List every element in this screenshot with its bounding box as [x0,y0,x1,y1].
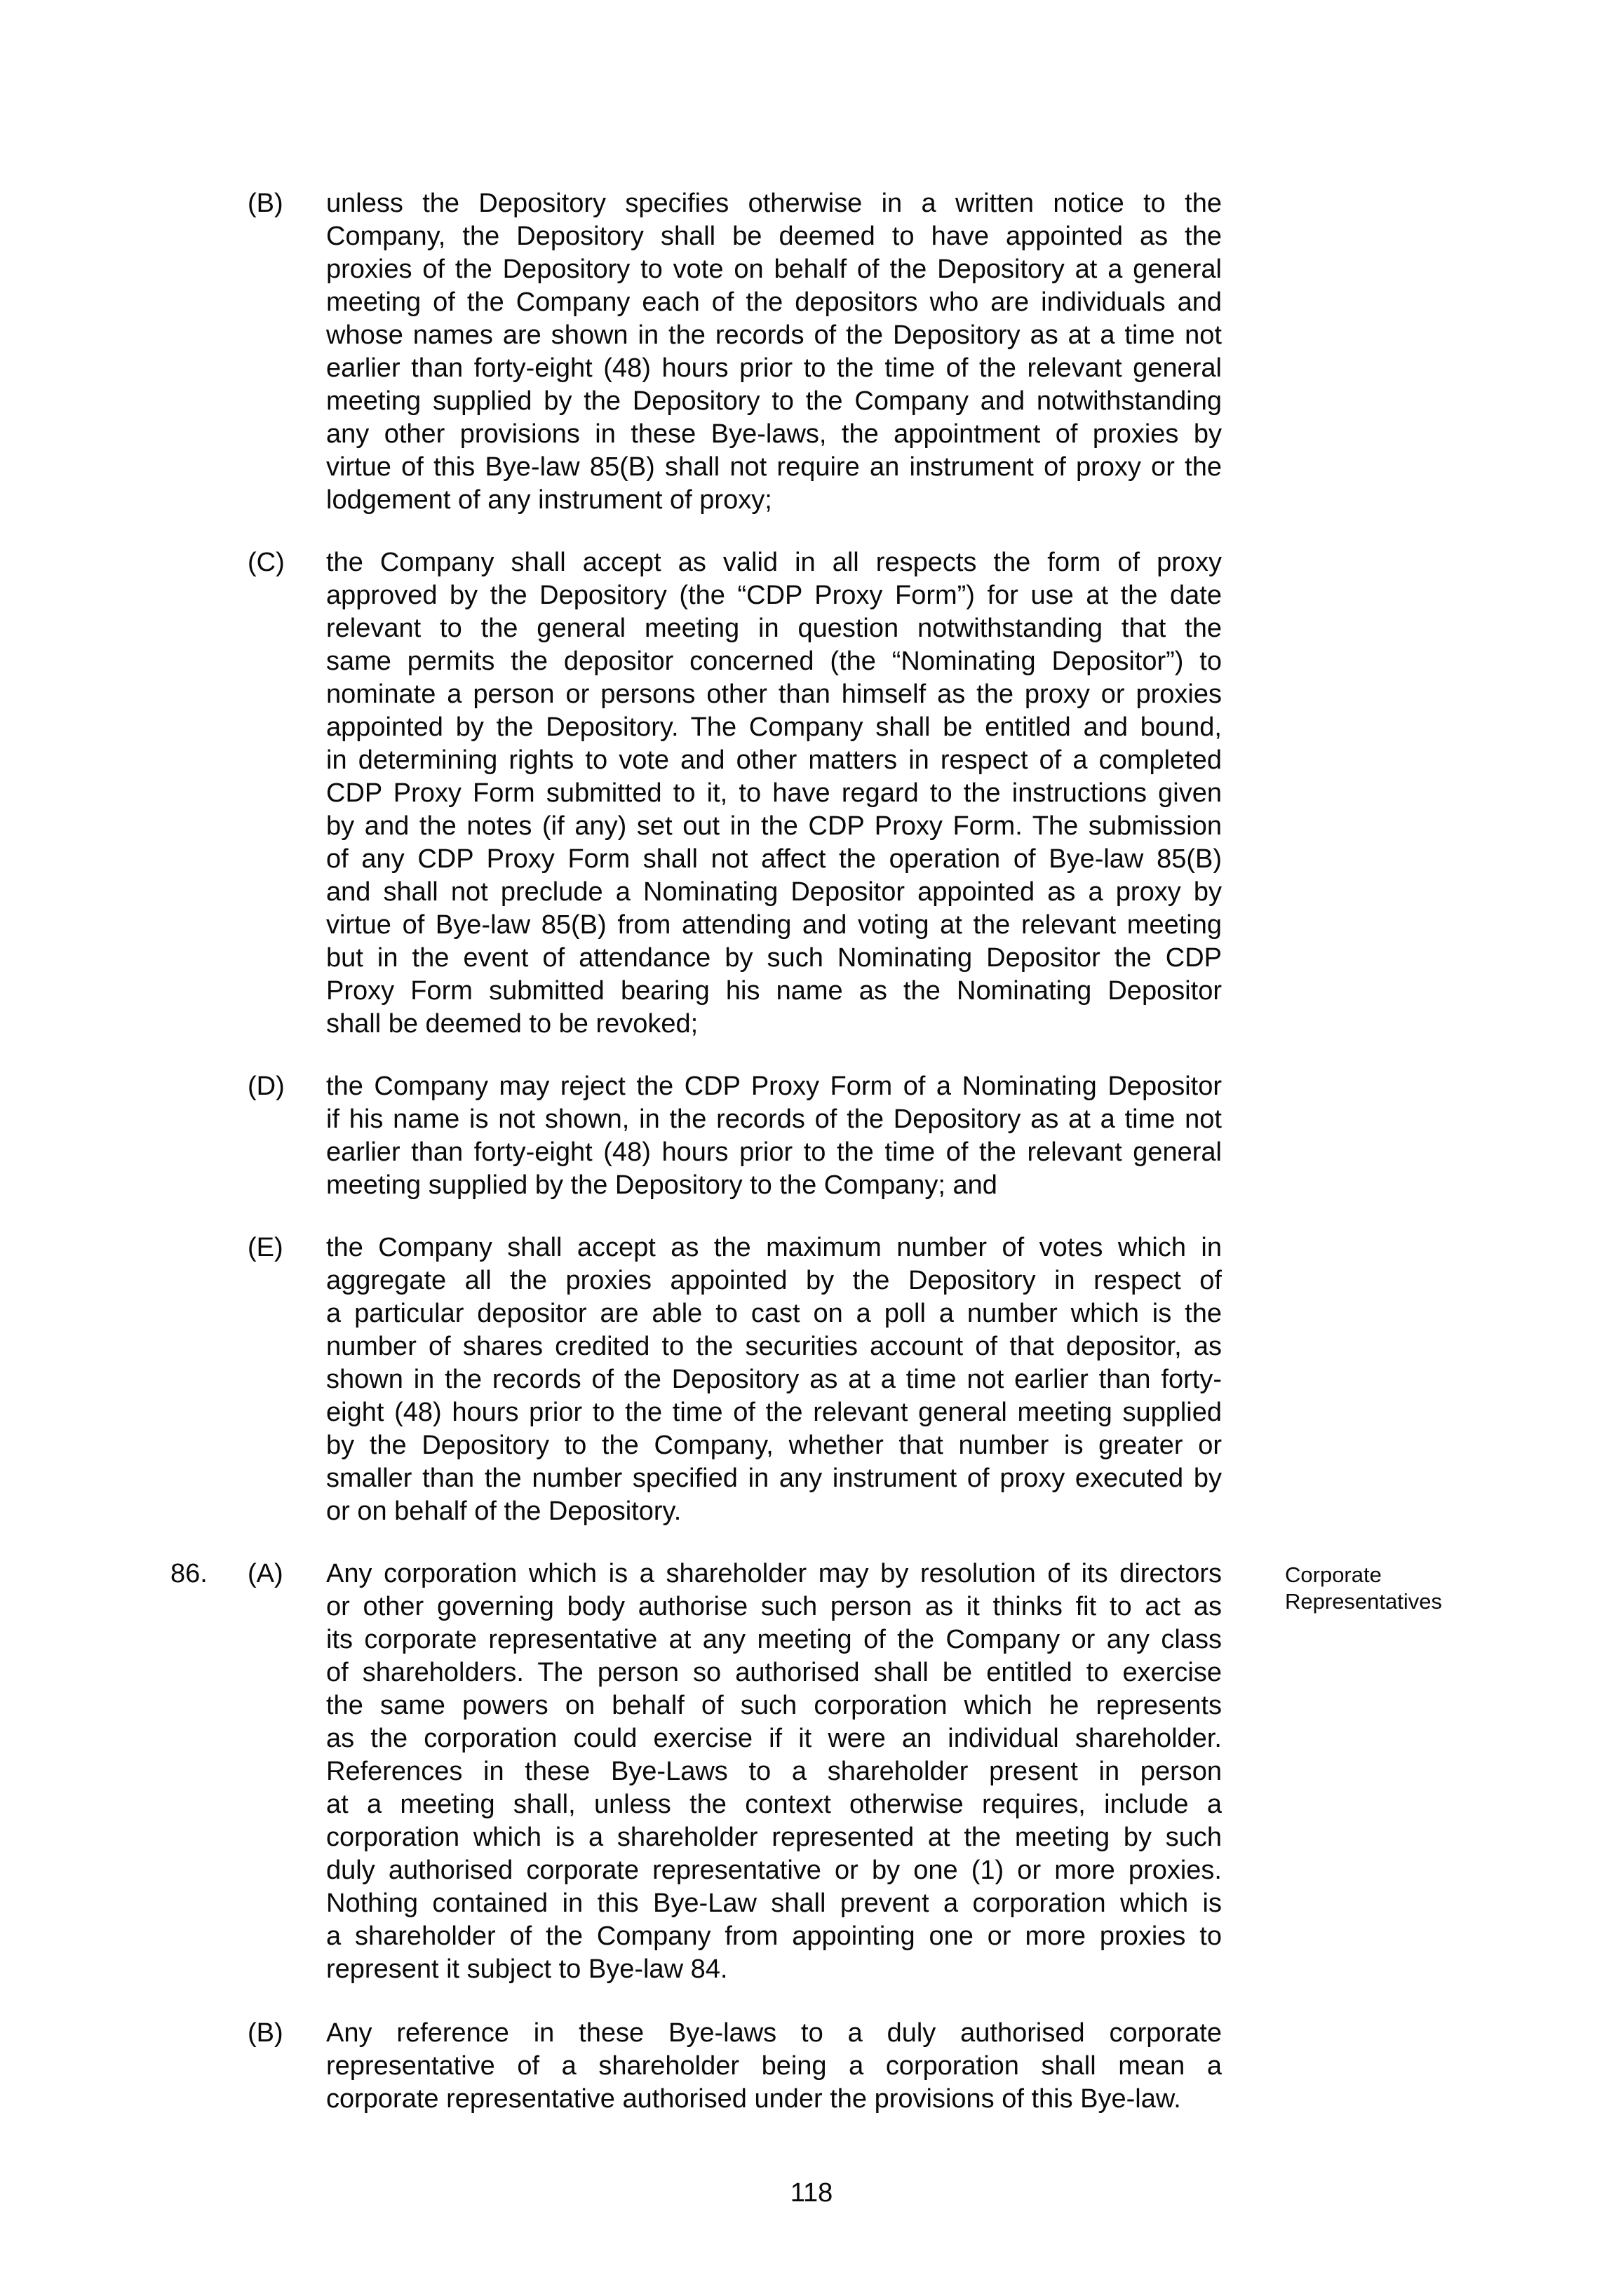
text-line: its corporate representative at any meeting of the Company or any class [326,1625,1222,1654]
clause-label: (D) [248,1072,285,1101]
text-line: by and the notes (if any) set out in the CDP Proxy Form. The submission [326,811,1222,841]
text-line: shall be deemed to be revoked; [326,1009,699,1039]
text-line: unless the Depository specifies otherwise in a written notice to the [326,189,1222,218]
text-line: Any reference in these Bye-laws to a duly authorised corporate [326,2018,1222,2048]
text-line: meeting supplied by the Depository to the Company; and [326,1170,997,1200]
text-line: a particular depositor are able to cast on a poll a number which is the [326,1299,1222,1328]
text-line: Any corporation which is a shareholder may by resolution of its directors [326,1559,1222,1588]
text-line: any other provisions in these Bye-laws, the appointment of proxies by [326,419,1222,449]
text-line: eight (48) hours prior to the time of the relevant general meeting supplied [326,1398,1222,1427]
clause-number: 86. [170,1559,208,1588]
text-line: CDP Proxy Form submitted to it, to have regard to the instructions given [326,778,1222,808]
text-line: as the corporation could exercise if it were an individual shareholder. [326,1724,1222,1753]
text-line: Company, the Depository shall be deemed to have appointed as the [326,222,1222,251]
text-line: or other governing body authorise such person as it thinks fit to act as [326,1592,1222,1621]
text-line: the Company may reject the CDP Proxy Form of a Nominating Depositor [326,1072,1222,1101]
text-line: represent it subject to Bye-law 84. [326,1954,728,1984]
text-line: earlier than forty-eight (48) hours prior to the time of the relevant general [326,353,1222,383]
text-line: Nothing contained in this Bye-Law shall prevent a corporation which is [326,1889,1222,1918]
text-line: relevant to the general meeting in question notwithstanding that the [326,614,1222,643]
clause-label: (E) [248,1233,283,1262]
text-line: References in these Bye-Laws to a shareholder present in person [326,1757,1222,1786]
text-line: aggregate all the proxies appointed by the Depository in respect of [326,1266,1222,1295]
text-line: lodgement of any instrument of proxy; [326,485,772,515]
text-line: virtue of this Bye-law 85(B) shall not require an instrument of proxy or the [326,452,1222,482]
margin-note-line: Representatives [1285,1589,1443,1614]
text-line: the Company shall accept as valid in all respects the form of proxy [326,548,1222,577]
page-number: 118 [790,2178,833,2208]
text-line: the same powers on behalf of such corporation which he represents [326,1691,1222,1720]
clause-label: (B) [248,2018,283,2048]
text-line: number of shares credited to the securities account of that depositor, as [326,1332,1222,1361]
clause-text [326,1231,1222,1528]
text-line: or on behalf of the Depository. [326,1497,682,1526]
text-line: in determining rights to vote and other matters in respect of a completed [326,745,1222,775]
text-line: of any CDP Proxy Form shall not affect the operation of Bye-law 85(B) [326,844,1222,874]
text-line: and shall not preclude a Nominating Depositor appointed as a proxy by [326,877,1222,907]
clause-label: (A) [248,1559,283,1588]
text-line: nominate a person or persons other than himself as the proxy or proxies [326,680,1222,709]
clause-label: (C) [248,548,285,577]
clause-text [326,546,1222,1041]
text-line: at a meeting shall, unless the context otherwise requires, include a [326,1790,1222,1819]
clause-text [326,1070,1222,1202]
text-line: by the Depository to the Company, whether that number is greater or [326,1431,1222,1460]
clause-label: (B) [248,189,283,218]
text-line: approved by the Depository (the “CDP Proxy Form”) for use at the date [326,581,1222,610]
text-line: appointed by the Depository. The Company shall be entitled and bound, [326,713,1222,742]
clause-text [326,187,1222,517]
text-line: earlier than forty-eight (48) hours prior to the time of the relevant general [326,1137,1222,1167]
text-line: a shareholder of the Company from appointing one or more proxies to [326,1922,1222,1951]
clause-text [326,1558,1222,1986]
clause-text [326,2017,1222,2116]
text-line: but in the event of attendance by such Nominating Depositor the CDP [326,943,1222,973]
text-line: corporation which is a shareholder represented at the meeting by such [326,1823,1222,1852]
text-line: shown in the records of the Depository as at a time not earlier than forty- [326,1365,1222,1394]
margin-note-line: Corporate [1285,1562,1382,1587]
margin-note [1285,1562,1442,1615]
text-line: duly authorised corporate representative or by one (1) or more proxies. [326,1856,1222,1885]
text-line: corporate representative authorised under the provisions of this Bye-law. [326,2084,1181,2114]
text-line: if his name is not shown, in the records of the Depository as at a time not [326,1105,1222,1134]
text-line: the Company shall accept as the maximum number of votes which in [326,1233,1222,1262]
text-line: virtue of Bye-law 85(B) from attending and voting at the relevant meeting [326,910,1222,940]
text-line: meeting of the Company each of the depositors who are individuals and [326,288,1222,317]
text-line: whose names are shown in the records of the Depository as at a time not [326,320,1222,350]
text-line: proxies of the Depository to vote on behalf of the Depository at a general [326,255,1222,284]
text-line: meeting supplied by the Depository to the Company and notwithstanding [326,386,1222,416]
text-line: representative of a shareholder being a corporation shall mean a [326,2051,1222,2081]
text-line: same permits the depositor concerned (the “Nominating Depositor”) to [326,647,1222,676]
text-line: smaller than the number specified in any instrument of proxy executed by [326,1464,1222,1493]
text-line: of shareholders. The person so authorised shall be entitled to exercise [326,1658,1222,1687]
text-line: Proxy Form submitted bearing his name as the Nominating Depositor [326,976,1222,1006]
